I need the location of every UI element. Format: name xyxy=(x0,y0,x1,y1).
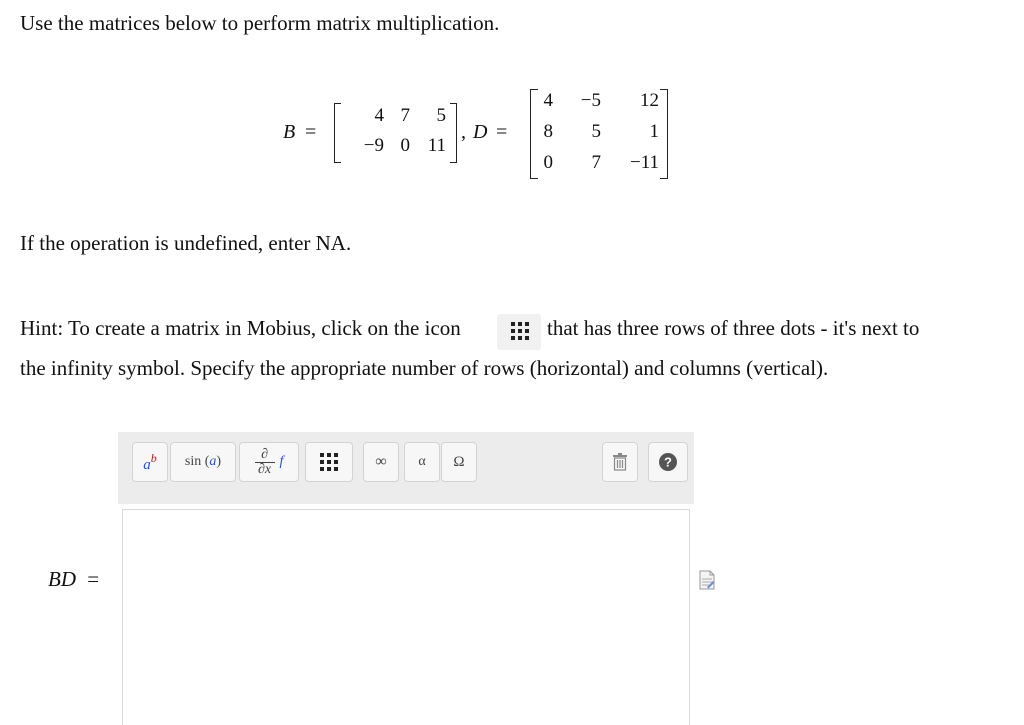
deriv-numerator: ∂ xyxy=(261,446,268,462)
matrix-d-right-bracket xyxy=(660,89,668,179)
document-preview-icon xyxy=(698,570,716,590)
matrix-d-equals: = xyxy=(496,121,508,143)
matrix-d-cell: 7 xyxy=(591,152,601,173)
matrix-icon xyxy=(320,453,338,471)
power-exponent: b xyxy=(150,450,157,465)
omega-button[interactable] xyxy=(441,442,477,482)
infinity-icon: ∞ xyxy=(375,453,387,470)
matrix-b-equals: = xyxy=(305,121,317,143)
help-icon xyxy=(658,452,678,472)
matrix-b-cell: −9 xyxy=(363,135,384,156)
alpha-button[interactable] xyxy=(404,442,440,482)
matrix-b-cell: 0 xyxy=(400,135,410,156)
matrix-d-cell: 12 xyxy=(640,90,659,111)
math-editor-toolbar xyxy=(118,432,694,504)
matrix-d-cell: −5 xyxy=(580,90,601,111)
power-button[interactable] xyxy=(132,442,168,482)
sin-label: sin xyxy=(184,454,202,469)
matrix-d-cell: 8 xyxy=(543,121,553,142)
matrix-d-cell: 5 xyxy=(591,121,601,142)
matrix-b xyxy=(340,103,456,161)
help-button[interactable] xyxy=(648,442,688,482)
matrix-d xyxy=(537,89,667,177)
hint-text-line2: the infinity symbol. Specify the appropriate number of rows (horizontal) and columns (vertical). xyxy=(20,356,829,380)
infinity-button[interactable] xyxy=(363,442,399,482)
deriv-function: f xyxy=(279,454,284,469)
preview-button[interactable] xyxy=(698,570,716,595)
sin-argument: a xyxy=(209,454,217,469)
matrix-b-cell: 11 xyxy=(427,135,446,156)
matrix-button[interactable] xyxy=(305,442,353,482)
answer-input[interactable] xyxy=(122,509,690,725)
answer-label xyxy=(48,567,99,592)
deriv-denominator: ∂x xyxy=(257,461,272,477)
hint-text-part1: Hint: To create a matrix in Mobius, click on the icon xyxy=(20,316,461,340)
matrix-d-cell: 4 xyxy=(543,90,553,111)
matrix-b-name: B xyxy=(283,121,296,143)
alpha-icon: α xyxy=(418,454,426,469)
hint-text-part2: that has three rows of three dots - it's next to xyxy=(547,316,920,340)
matrix-separator-comma: , xyxy=(461,121,466,143)
undefined-note: If the operation is undefined, enter NA. xyxy=(20,231,352,255)
trash-button[interactable] xyxy=(602,442,638,482)
matrix-d-cell: 0 xyxy=(543,152,553,173)
omega-icon: Ω xyxy=(453,453,465,470)
trash-icon xyxy=(612,453,628,471)
question-instruction: Use the matrices below to perform matrix multiplication. xyxy=(20,11,500,35)
power-base: a xyxy=(143,456,151,473)
matrix-b-cell: 4 xyxy=(374,105,384,126)
answer-label-text: BD xyxy=(48,567,76,591)
partial-derivative-button[interactable] xyxy=(239,442,299,482)
matrix-d-cell: 1 xyxy=(649,121,659,142)
answer-equals: = xyxy=(87,567,100,591)
matrix-dots-icon xyxy=(497,314,541,350)
sin-function-button[interactable]: sin ( a ) xyxy=(170,442,236,482)
matrix-d-cell: −11 xyxy=(629,152,659,173)
svg-text:?: ? xyxy=(664,454,672,470)
matrix-b-cell: 5 xyxy=(436,105,446,126)
matrix-b-cell: 7 xyxy=(400,105,410,126)
matrix-b-right-bracket xyxy=(450,103,457,163)
matrix-d-name: D xyxy=(473,121,488,143)
